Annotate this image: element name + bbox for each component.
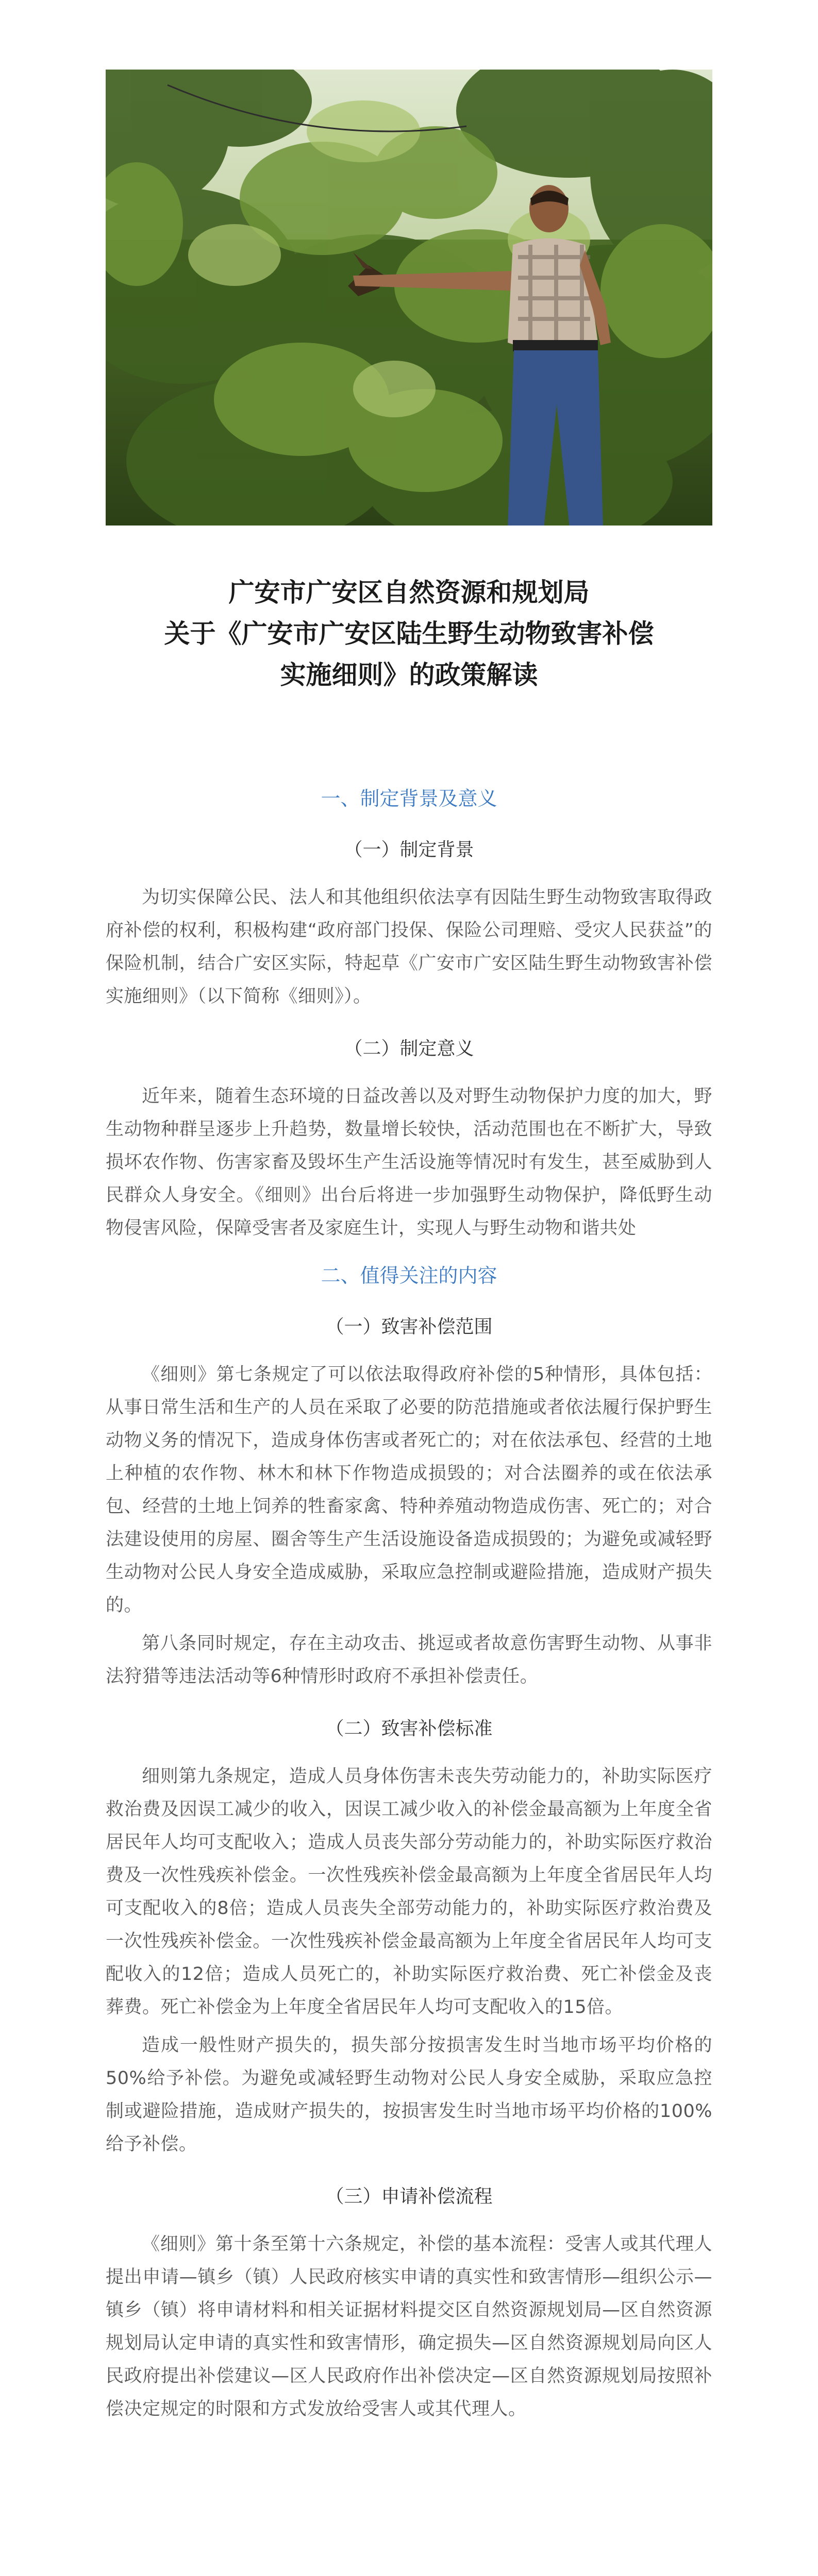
paragraph-significance: 近年来，随着生态环境的日益改善以及对野生动物保护力度的加大，野生动物种群呈逐步上升趋势，数量增长较快，活动范围也在不断扩大，导致损坏农作物、伤害家畜及毁坏生产生活设施等情况时有发生，甚至威胁到人民群众人身安全。《细则》出台后将进一步加强野生动物保护，降低野生动物侵害风险，保障受害者及家庭生计，实现人与野生动物和谐共处 <box>106 1086 712 1239</box>
subheading-significance: （二）制定意义 <box>344 1038 474 1059</box>
subheading-compensation-standard: （二）致害补偿标准 <box>325 1718 493 1739</box>
paragraph-scope-1: 《细则》第七条规定了可以依法取得政府补偿的5种情形，具体包括：从事日常生活和生产的人员在采取了必要的防范措施或者依法履行保护野生动物义务的情况下，造成身体伤害或者死亡的；对在依法承包、经营的土地上种植的农作物、林木和林下作物造成损毁的；对合法圈养的或在依法承包、经营的土地上饲养的牲畜家禽、特种养殖动物造成伤害、死亡的；对合法建设使用的房屋、圈舍等生产生活设施设备造成损毁的；为避免或减轻野生动物对公民人身安全造成威胁，采取应急控制或避险措施，造成财产损失的。 <box>106 1364 712 1616</box>
subheading-background: （一）制定背景 <box>344 839 474 860</box>
paragraph-background: 为切实保障公民、法人和其他组织依法享有因陆生野生动物致害取得政府补偿的权利，积极构建“政府部门投保、保险公司理赔、受灾人民获益”的保险机制，结合广安区实际，特起草《广安市广安区陆生野生动物致害补偿实施细则》（以下简称《细则》）。 <box>106 887 712 1007</box>
section-heading-background: 一、制定背景及意义 <box>321 787 497 810</box>
title-line-3: 实施细则》的政策解读 <box>280 659 538 690</box>
article-body <box>106 768 712 2431</box>
title-line-1: 广安市广安区自然资源和规划局 <box>228 577 590 607</box>
document-title <box>106 572 712 696</box>
photo-man-releasing-bird-in-forest <box>106 70 712 526</box>
paragraph-standard-1: 细则第九条规定，造成人员身体伤害未丧失劳动能力的，补助实际医疗救治费及因误工减少的收入，因误工减少收入的补偿金最高额为上年度全省居民年人均可支配收入；造成人员丧失部分劳动能力的，补助实际医疗救治费及一次性残疾补偿金。一次性残疾补偿金最高额为上年度全省居民年人均可支配收入的8倍；造成人员丧失全部劳动能力的，补助实际医疗救治费及一次性残疾补偿金。一次性残疾补偿金最高额为上年度全省居民年人均可支配收入的12倍；造成人员死亡的，补助实际医疗救治费、死亡补偿金及丧葬费。死亡补偿金为上年度全省居民年人均可支配收入的15倍。 <box>106 1766 712 2018</box>
title-line-2: 关于《广安市广安区陆生野生动物致害补偿 <box>164 618 654 649</box>
paragraph-process: 《细则》第十条至第十六条规定，补偿的基本流程：受害人或其代理人提出申请—镇乡（镇）人民政府核实申请的真实性和致害情形—组织公示—镇乡（镇）将申请材料和相关证据材料提交区自然资源规划局—区自然资源规划局认定申请的真实性和致害情形，确定损失—区自然资源规划局向区人民政府提出补偿建议—区人民政府作出补偿决定—区自然资源规划局按照补偿决定规定的时限和方式发放给受害人或其代理人。 <box>106 2234 712 2419</box>
paragraph-standard-2: 造成一般性财产损失的，损失部分按损害发生时当地市场平均价格的50%给予补偿。为避免或减轻野生动物对公民人身安全威胁，采取应急控制或避险措施，造成财产损失的，按损害发生时当地市场平均价格的100%给予补偿。 <box>106 2035 712 2155</box>
hero-photo <box>106 70 712 526</box>
paragraph-scope-2: 第八条同时规定，存在主动攻击、挑逗或者故意伤害野生动物、从事非法狩猎等违法活动等6种情形时政府不承担补偿责任。 <box>106 1633 712 1687</box>
subheading-compensation-scope: （一）致害补偿范围 <box>325 1316 493 1337</box>
section-heading-key-content: 二、值得关注的内容 <box>321 1264 497 1287</box>
subheading-application-process: （三）申请补偿流程 <box>325 2186 493 2207</box>
